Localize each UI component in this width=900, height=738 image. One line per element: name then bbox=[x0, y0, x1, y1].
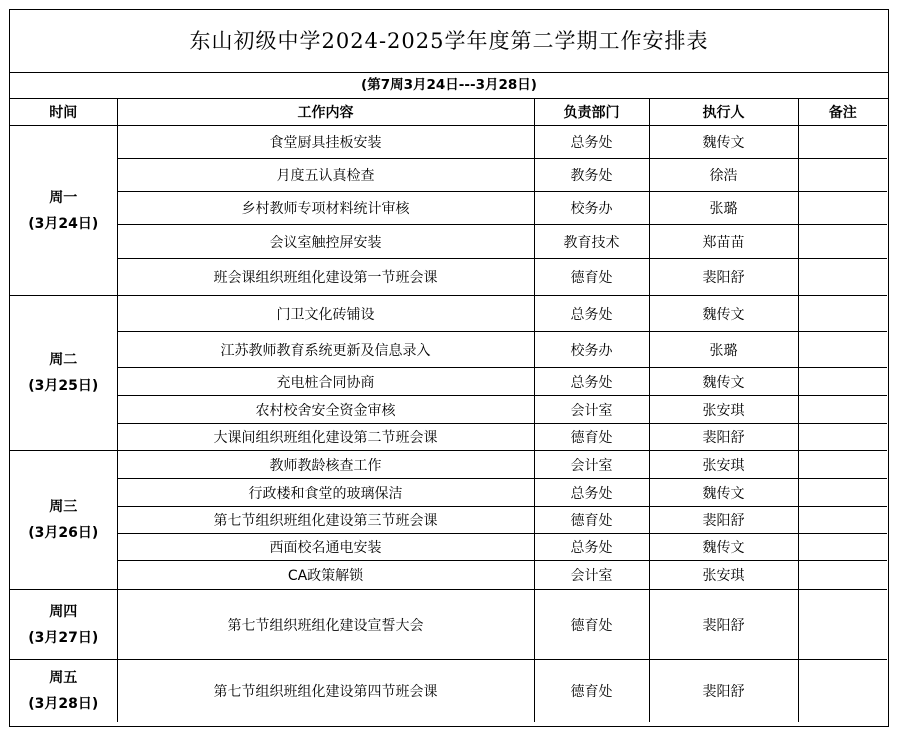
table-row bbox=[10, 660, 887, 722]
task-content-cell: 乡村教师专项材料统计审核 bbox=[117, 192, 534, 225]
department-cell: 校务办 bbox=[534, 192, 649, 225]
table-row bbox=[10, 368, 887, 396]
schedule-body bbox=[10, 126, 887, 722]
executor-cell: 张安琪 bbox=[649, 451, 798, 479]
header-row bbox=[10, 98, 887, 126]
note-cell bbox=[798, 225, 887, 259]
executor-cell: 魏传文 bbox=[649, 296, 798, 332]
task-content-cell: 西面校名通电安装 bbox=[117, 534, 534, 561]
weekday-label: 周一 bbox=[49, 189, 78, 206]
day-cell bbox=[10, 660, 117, 722]
table-row bbox=[10, 424, 887, 451]
note-cell bbox=[798, 424, 887, 451]
executor-cell: 裴阳舒 bbox=[649, 424, 798, 451]
note-cell bbox=[798, 368, 887, 396]
executor-cell: 裴阳舒 bbox=[649, 590, 798, 660]
executor-cell: 徐浩 bbox=[649, 159, 798, 192]
table-row bbox=[10, 451, 887, 479]
note-cell bbox=[798, 451, 887, 479]
executor-cell: 张璐 bbox=[649, 332, 798, 368]
executor-cell: 郑苗苗 bbox=[649, 225, 798, 259]
table-row bbox=[10, 259, 887, 296]
task-content-cell: 大课间组织班组化建设第二节班会课 bbox=[117, 424, 534, 451]
note-cell bbox=[798, 332, 887, 368]
table-row bbox=[10, 192, 887, 225]
task-content-cell: 食堂厨具挂板安装 bbox=[117, 126, 534, 159]
table-row bbox=[10, 534, 887, 561]
table-row bbox=[10, 396, 887, 424]
table-row bbox=[10, 332, 887, 368]
week-range-subtitle: (第7周3月24日---3月28日) bbox=[10, 72, 888, 99]
executor-cell: 魏传文 bbox=[649, 534, 798, 561]
department-cell: 总务处 bbox=[534, 368, 649, 396]
note-cell bbox=[798, 192, 887, 225]
executor-cell: 裴阳舒 bbox=[649, 507, 798, 534]
day-cell bbox=[10, 126, 117, 296]
note-cell bbox=[798, 259, 887, 296]
date-label: (3月27日) bbox=[28, 629, 99, 646]
department-cell: 会计室 bbox=[534, 561, 649, 590]
date-label: (3月28日) bbox=[28, 695, 99, 712]
department-cell: 会计室 bbox=[534, 451, 649, 479]
table-row bbox=[10, 296, 887, 332]
task-content-cell: 江苏教师教育系统更新及信息录入 bbox=[117, 332, 534, 368]
department-cell: 德育处 bbox=[534, 590, 649, 660]
date-label: (3月24日) bbox=[28, 215, 99, 232]
department-cell: 总务处 bbox=[534, 534, 649, 561]
task-content-cell: 第七节组织班组化建设第四节班会课 bbox=[117, 660, 534, 722]
task-content-cell: 班会课组织班组化建设第一节班会课 bbox=[117, 259, 534, 296]
task-content-cell: 月度五认真检查 bbox=[117, 159, 534, 192]
note-cell bbox=[798, 660, 887, 722]
table-row bbox=[10, 225, 887, 259]
weekday-label: 周三 bbox=[49, 499, 78, 515]
executor-cell: 魏传文 bbox=[649, 368, 798, 396]
date-label: (3月26日) bbox=[28, 525, 99, 541]
note-cell bbox=[798, 396, 887, 424]
page-title: 东山初级中学2024-2025学年度第二学期工作安排表 bbox=[10, 10, 888, 73]
note-cell bbox=[798, 159, 887, 192]
note-cell bbox=[798, 561, 887, 590]
header-person: 执行人 bbox=[649, 98, 798, 126]
task-content-cell: 第七节组织班组化建设第三节班会课 bbox=[117, 507, 534, 534]
task-content-cell: 门卫文化砖铺设 bbox=[117, 296, 534, 332]
task-content-cell: 第七节组织班组化建设宣誓大会 bbox=[117, 590, 534, 660]
header-time: 时间 bbox=[10, 98, 117, 126]
executor-cell: 张璐 bbox=[649, 192, 798, 225]
task-content-cell: CA政策解锁 bbox=[117, 561, 534, 590]
department-cell: 总务处 bbox=[534, 126, 649, 159]
table-row bbox=[10, 126, 887, 159]
executor-cell: 魏传文 bbox=[649, 479, 798, 507]
department-cell: 总务处 bbox=[534, 296, 649, 332]
table-row bbox=[10, 561, 887, 590]
note-cell bbox=[798, 479, 887, 507]
note-cell bbox=[798, 507, 887, 534]
department-cell: 教育技术 bbox=[534, 225, 649, 259]
task-content-cell: 行政楼和食堂的玻璃保洁 bbox=[117, 479, 534, 507]
schedule-table bbox=[10, 98, 887, 722]
header-note: 备注 bbox=[798, 98, 887, 126]
executor-cell: 裴阳舒 bbox=[649, 660, 798, 722]
date-label: (3月25日) bbox=[28, 378, 99, 394]
department-cell: 德育处 bbox=[534, 259, 649, 296]
executor-cell: 魏传文 bbox=[649, 126, 798, 159]
note-cell bbox=[798, 126, 887, 159]
task-content-cell: 教师教龄核查工作 bbox=[117, 451, 534, 479]
executor-cell: 裴阳舒 bbox=[649, 259, 798, 296]
table-row bbox=[10, 159, 887, 192]
weekday-label: 周四 bbox=[49, 603, 78, 620]
table-row bbox=[10, 507, 887, 534]
department-cell: 教务处 bbox=[534, 159, 649, 192]
task-content-cell: 农村校舍安全资金审核 bbox=[117, 396, 534, 424]
table-row bbox=[10, 479, 887, 507]
header-content: 工作内容 bbox=[117, 98, 534, 126]
department-cell: 德育处 bbox=[534, 507, 649, 534]
department-cell: 德育处 bbox=[534, 424, 649, 451]
executor-cell: 张安琪 bbox=[649, 561, 798, 590]
note-cell bbox=[798, 534, 887, 561]
day-cell bbox=[10, 590, 117, 660]
task-content-cell: 充电桩合同协商 bbox=[117, 368, 534, 396]
header-dept: 负责部门 bbox=[534, 98, 649, 126]
department-cell: 总务处 bbox=[534, 479, 649, 507]
department-cell: 德育处 bbox=[534, 660, 649, 722]
task-content-cell: 会议室触控屏安装 bbox=[117, 225, 534, 259]
weekday-label: 周五 bbox=[49, 669, 78, 686]
department-cell: 校务办 bbox=[534, 332, 649, 368]
day-cell bbox=[10, 296, 117, 451]
day-cell bbox=[10, 451, 117, 590]
department-cell: 会计室 bbox=[534, 396, 649, 424]
executor-cell: 张安琪 bbox=[649, 396, 798, 424]
schedule-sheet bbox=[9, 9, 889, 727]
table-row bbox=[10, 590, 887, 660]
note-cell bbox=[798, 590, 887, 660]
weekday-label: 周二 bbox=[49, 352, 78, 368]
note-cell bbox=[798, 296, 887, 332]
